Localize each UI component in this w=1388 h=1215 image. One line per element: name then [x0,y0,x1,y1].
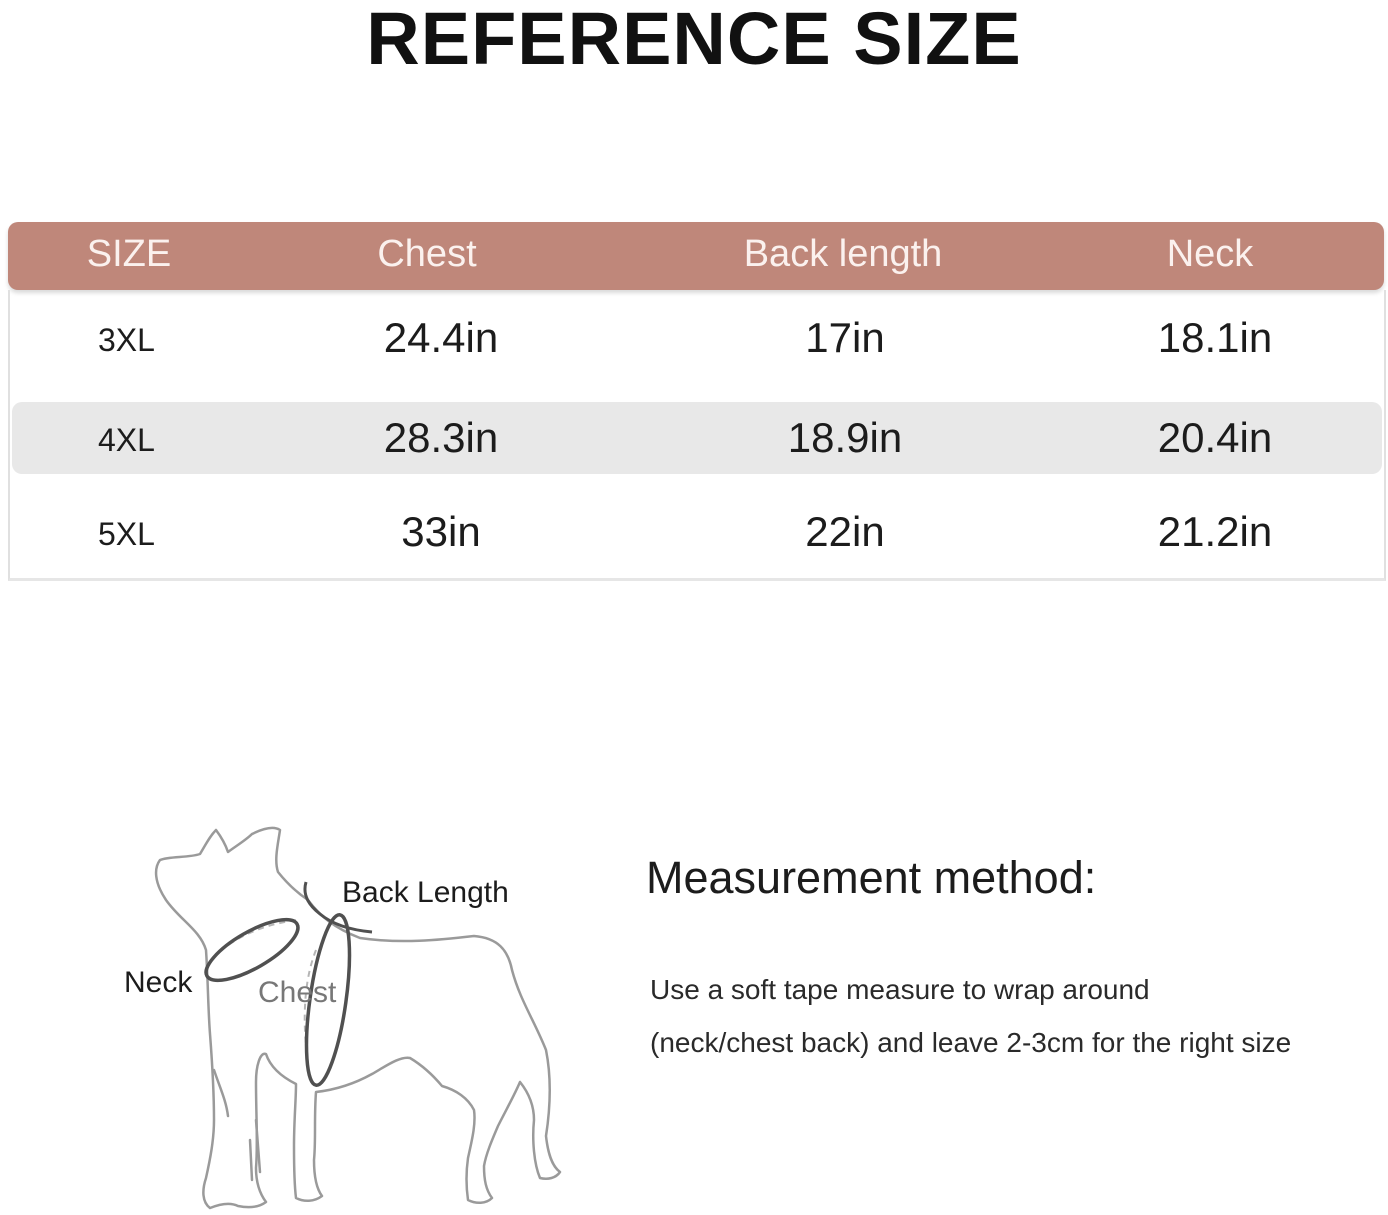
cell-neck: 18.1in [1157,314,1273,361]
cell-chest: 33in [401,508,481,555]
header-back-length: Back length [743,233,943,275]
header-neck: Neck [1166,233,1254,275]
size-table [8,222,1384,582]
cell-back-length: 18.9in [787,414,903,461]
measurement-method-line-1: Use a soft tape measure to wrap around [650,974,1150,1005]
dog-diagram [110,820,570,1210]
table-row [12,496,1382,568]
cell-neck: 21.2in [1157,508,1273,555]
measurement-method-title: Measurement method: [646,852,1097,903]
table-row [12,402,1382,474]
cell-size: 3XL [98,322,155,358]
measurement-method-line-2: (neck/chest back) and leave 2-3cm for the right size [650,1027,1292,1058]
cell-back-length: 22in [805,508,885,555]
table-row [12,302,1382,374]
chest-label: Chest [258,976,337,1009]
table-header [8,222,1384,290]
cell-size: 4XL [98,422,155,458]
back-length-label: Back Length [342,876,509,909]
cell-neck: 20.4in [1157,414,1273,461]
cell-chest: 28.3in [383,414,499,461]
header-size: SIZE [86,233,172,275]
page-title: REFERENCE SIZE [366,0,1022,80]
cell-size: 5XL [98,516,155,552]
neck-label: Neck [124,966,193,999]
cell-chest: 24.4in [383,314,499,361]
header-chest: Chest [377,233,477,275]
cell-back-length: 17in [805,314,885,361]
table-body [8,290,1386,581]
